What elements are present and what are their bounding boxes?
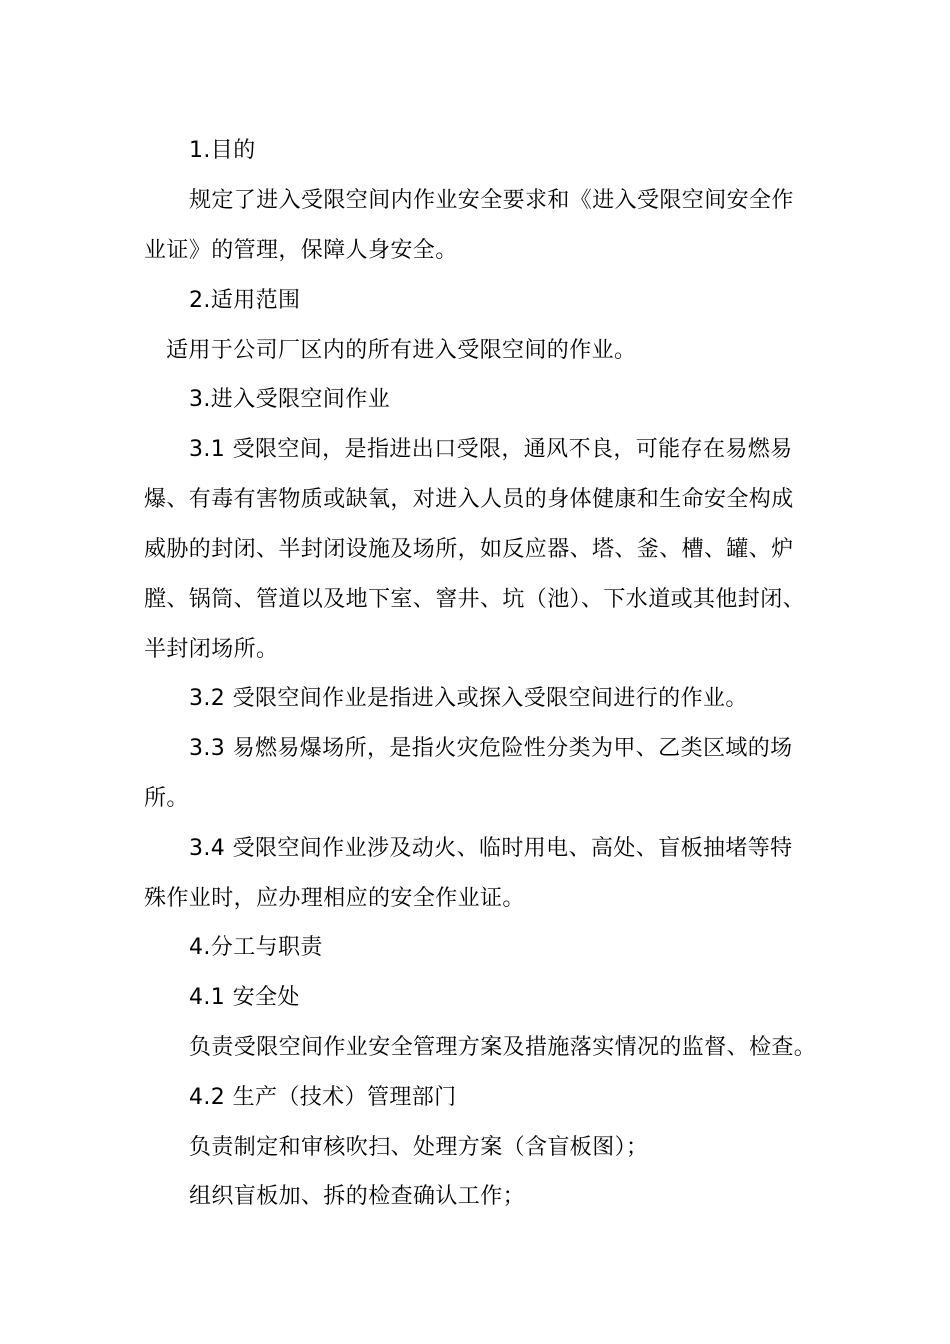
- paragraph-line: 适用于公司厂区内的所有进入受限空间的作业。: [166, 338, 637, 363]
- subheading-4-1-safety-office: 4.1 安全处: [189, 985, 300, 1010]
- heading-3-confined-space-work: 3.进入受限空间作业: [189, 387, 390, 412]
- paragraph-line: 爆、有毒有害物质或缺氧，对进入人员的身体健康和生命安全构成: [144, 487, 794, 512]
- paragraph-line: 3.3 易燃易爆场所，是指火灾危险性分类为甲、乙类区域的场: [189, 736, 793, 761]
- paragraph-line: 规定了进入受限空间内作业安全要求和《进入受限空间安全作: [189, 188, 794, 213]
- heading-1-purpose: 1.目的: [189, 138, 256, 163]
- paragraph-line: 威胁的封闭、半封闭设施及场所，如反应器、塔、釜、槽、罐、炉: [144, 537, 794, 562]
- paragraph-line: 膛、锅筒、管道以及地下室、窨井、坑（池）、下水道或其他封闭、: [144, 587, 806, 612]
- paragraph-line: 半封闭场所。: [144, 637, 279, 662]
- subheading-4-2-production-dept: 4.2 生产（技术）管理部门: [189, 1085, 457, 1110]
- paragraph-line: 3.2 受限空间作业是指进入或探入受限空间进行的作业。: [189, 686, 748, 711]
- paragraph-line: 所。: [144, 786, 189, 811]
- paragraph-line: 负责受限空间作业安全管理方案及措施落实情况的监督、检查。: [189, 1035, 817, 1060]
- paragraph-line: 负责制定和审核吹扫、处理方案（含盲板图）；: [189, 1135, 649, 1160]
- heading-2-scope: 2.适用范围: [189, 288, 301, 313]
- paragraph-line: 殊作业时，应办理相应的安全作业证。: [144, 886, 525, 911]
- heading-4-responsibilities: 4.分工与职责: [189, 935, 323, 960]
- paragraph-line: 3.1 受限空间，是指进出口受限，通风不良，可能存在易燃易: [189, 437, 793, 462]
- paragraph-line: 业证》的管理，保障人身安全。: [144, 238, 458, 263]
- paragraph-line: 组织盲板加、拆的检查确认工作；: [189, 1184, 526, 1209]
- paragraph-line: 3.4 受限空间作业涉及动火、临时用电、高处、盲板抽堵等特: [189, 836, 793, 861]
